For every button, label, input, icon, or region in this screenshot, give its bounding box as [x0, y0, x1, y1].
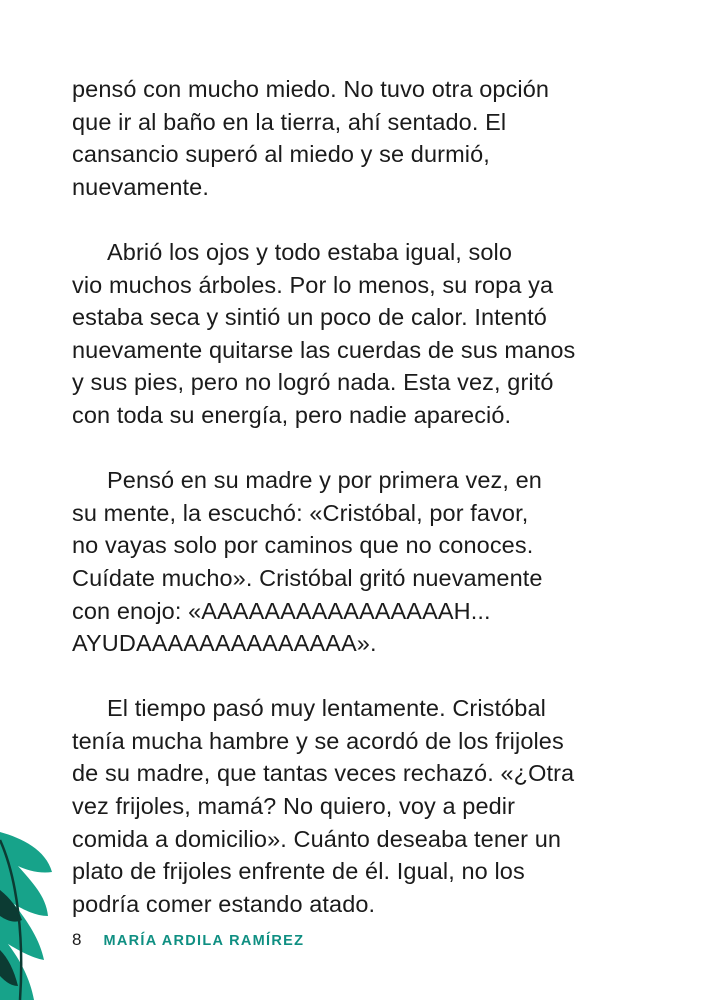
text-line: pensó con mucho miedo. No tuvo otra opción [72, 76, 550, 102]
text-line: plato de frijoles enfrente de él. Igual, no los [72, 858, 525, 885]
text-line: no vayas solo por caminos que no conoces. [72, 532, 534, 559]
text-line: El tiempo pasó muy lentamente. Cristóbal [107, 695, 546, 722]
text-line: con toda su energía, pero nadie apareció. [72, 401, 512, 428]
text-line: vio muchos árboles. Por lo menos, su ropa ya [72, 271, 554, 298]
paragraph-1 [72, 73, 642, 203]
page-number: 8 [72, 930, 82, 949]
text-line: Abrió los ojos y todo estaba igual, solo [107, 238, 513, 265]
paragraph-2 [72, 236, 642, 432]
text-line: estaba seca y sintió un poco de calor. Intentó [72, 304, 547, 331]
text-line: su mente, la escuchó: «Cristóbal, por favor, [72, 499, 529, 526]
paragraph-4 [72, 692, 642, 920]
text-line: y sus pies, pero no logró nada. Esta vez, gritó [72, 369, 554, 396]
text-line: AYUDAAAAAAAAAAAAAA». [72, 630, 377, 657]
text-line: Pensó en su madre y por primera vez, en [107, 467, 542, 494]
text-line: podría comer estando atado. [72, 890, 376, 917]
text-line: de su madre, que tantas veces rechazó. «¿Otra [72, 760, 575, 787]
text-line: tenía mucha hambre y se acordó de los frijoles [72, 727, 564, 754]
leaf-icon [0, 820, 75, 1000]
text-line: cansancio superó al miedo y se durmió, [72, 141, 490, 168]
text-line: comida a domicilio». Cuánto deseaba tener un [72, 825, 562, 852]
page-footer [72, 930, 304, 950]
author-name: MARÍA ARDILA RAMÍREZ [103, 933, 305, 949]
paragraph-3 [72, 464, 642, 660]
text-line: con enojo: «AAAAAAAAAAAAAAAAH... [72, 597, 491, 624]
body-text [72, 73, 642, 953]
text-line: Cuídate mucho». Cristóbal gritó nuevamente [72, 564, 543, 591]
text-line: nuevamente. [72, 173, 209, 200]
text-line: vez frijoles, mamá? No quiero, voy a pedir [72, 793, 516, 820]
text-line: nuevamente quitarse las cuerdas de sus manos [72, 336, 576, 363]
text-line: que ir al baño en la tierra, ahí sentado. El [72, 108, 507, 135]
